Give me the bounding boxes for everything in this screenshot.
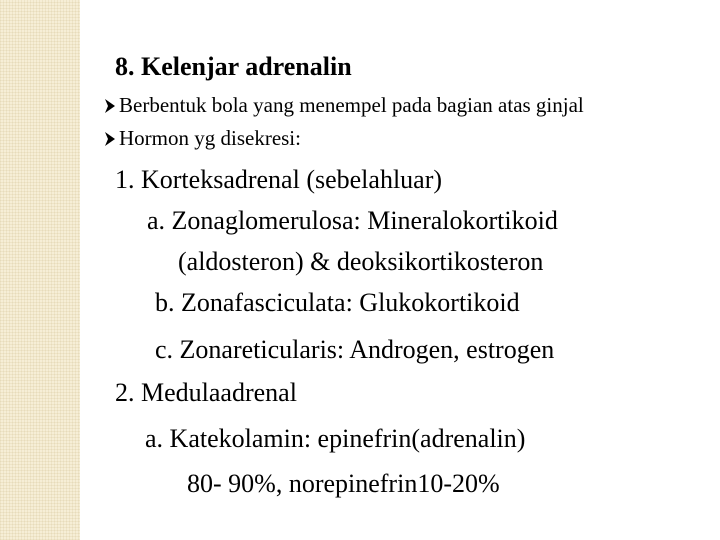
list-item-catecholamine-cont: 80- 90%, norepinefrin10-20% [187, 469, 500, 498]
decorative-side-band [0, 0, 80, 540]
list-item-zona-reticularis: c. Zonareticularis: Androgen, estrogen [155, 335, 555, 364]
bullet-text-hormones: Hormon yg disekresi: [119, 126, 301, 150]
list-item-medulla: 2. Medulaadrenal [115, 378, 297, 407]
bullet-text-shape: Berbentuk bola yang menempel pada bagian atas ginjal [119, 93, 584, 117]
arrow-bullet-icon [103, 130, 117, 148]
bullet-item-hormones [103, 126, 301, 151]
arrow-bullet-icon [103, 97, 117, 115]
bullet-item-shape [103, 93, 584, 118]
list-item-zona-glomerulosa: a. Zonaglomerulosa: Mineralokortikoid [147, 206, 558, 235]
list-item-zona-glomerulosa-cont: (aldosteron) & deoksikortikosteron [178, 247, 544, 276]
list-item-catecholamine: a. Katekolamin: epinefrin(adrenalin) [145, 424, 526, 453]
list-item-cortex: 1. Korteksadrenal (sebelahluar) [115, 165, 443, 194]
list-item-zona-fasciculata: b. Zonafasciculata: Glukokortikoid [155, 288, 520, 317]
slide-title: 8. Kelenjar adrenalin [115, 52, 352, 81]
